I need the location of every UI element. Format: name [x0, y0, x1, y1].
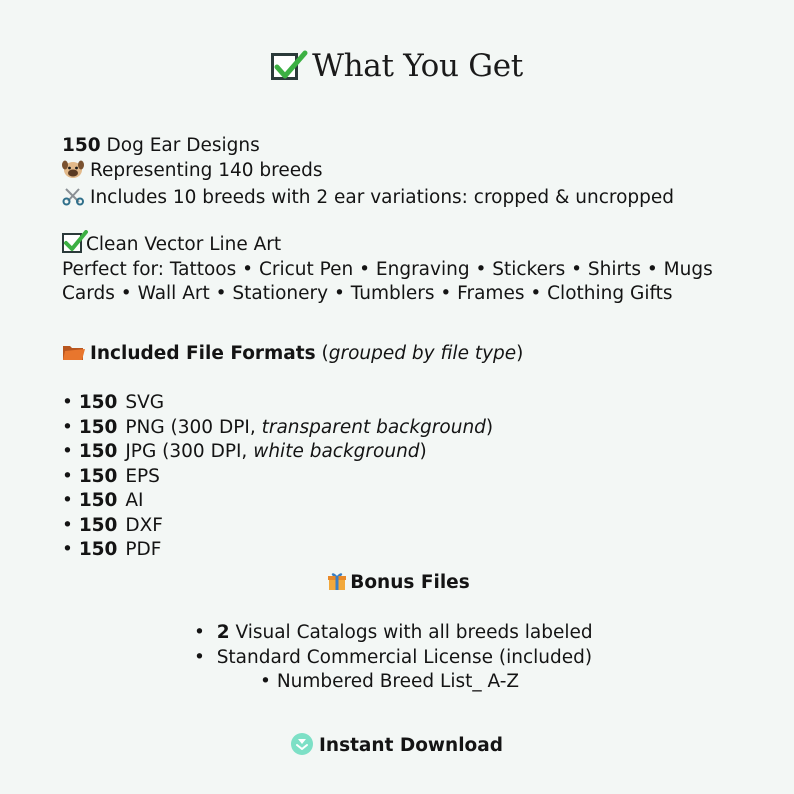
format-item: [62, 465, 493, 490]
format-count: 150: [78, 416, 118, 438]
gift-icon: [324, 571, 350, 599]
bonus-item: [194, 621, 593, 646]
format-item: [62, 514, 493, 539]
title-text: What You Get: [312, 48, 523, 84]
format-note: white background: [253, 441, 420, 462]
bullet: •: [62, 416, 73, 438]
variations-text: Includes 10 breeds with 2 ear variations: cropped & uncropped: [90, 187, 675, 208]
format-name: PNG: [125, 416, 165, 438]
bonus-text: Numbered Breed List_ A-Z: [276, 671, 520, 692]
designs-line: [62, 134, 674, 159]
format-post: ): [485, 416, 494, 438]
bonus-heading-text: Bonus Files: [350, 572, 470, 593]
check-box-icon: [62, 233, 82, 253]
dog-face-icon: [62, 159, 90, 187]
bonus-item: [194, 646, 593, 671]
format-name: SVG: [125, 392, 165, 413]
designs-count: 150: [62, 135, 101, 156]
format-name: AI: [125, 490, 144, 511]
format-item: [62, 538, 493, 563]
format-count: 150: [78, 539, 118, 560]
download-label: [0, 733, 794, 759]
format-name: DXF: [125, 514, 163, 536]
vector-section: [62, 233, 713, 307]
page-title: [0, 48, 794, 84]
format-name: PDF: [125, 539, 162, 560]
formats-note: grouped by file type: [328, 343, 517, 364]
bullet: •: [62, 441, 73, 462]
bonus-text: Visual Catalogs with all breeds labeled: [235, 622, 593, 643]
bonus-item: [260, 670, 519, 695]
formats-close-paren: ): [516, 343, 524, 364]
vector-heading-text: Clean Vector Line Art: [86, 234, 282, 255]
breeds-text: Representing 140 breeds: [90, 159, 323, 181]
formats-list: [62, 391, 493, 563]
formats-open-paren: (: [315, 343, 329, 364]
vector-heading: [62, 233, 713, 258]
breeds-line: [62, 159, 674, 187]
bonus-count: 2: [216, 622, 230, 643]
bonus-list: [194, 621, 593, 670]
designs-section: [62, 134, 674, 214]
designs-label: Dog Ear Designs: [106, 135, 260, 156]
format-count: 150: [78, 465, 118, 487]
scissors-icon: [62, 186, 90, 214]
format-count: 150: [78, 490, 118, 511]
bullet: •: [62, 490, 73, 511]
bullet: •: [62, 392, 73, 413]
format-count: 150: [78, 441, 118, 462]
formats-heading: [62, 342, 523, 370]
folder-icon: [62, 342, 90, 370]
format-item: [62, 489, 493, 514]
bullet: •: [62, 539, 73, 560]
bonus-heading: [0, 571, 794, 599]
format-count: 150: [78, 514, 118, 536]
bullet: •: [194, 622, 205, 643]
uses-line-1: Perfect for: Tattoos • Cricut Pen • Engraving • Stickers • Shirts • Mugs: [62, 258, 713, 280]
format-post: ): [419, 441, 427, 462]
format-name: EPS: [125, 465, 160, 487]
format-item: [62, 391, 493, 416]
format-note: transparent background: [261, 416, 486, 438]
bullet: •: [62, 465, 73, 487]
format-item: [62, 440, 493, 465]
uses-line-2: Cards • Wall Art • Stationery • Tumblers • Frames • Clothing Gifts: [62, 283, 673, 304]
format-pre: (300 DPI,: [164, 416, 262, 438]
bullet: •: [194, 646, 205, 668]
format-item: [62, 416, 493, 441]
download-text: Instant Download: [319, 735, 503, 756]
bonus-text: Standard Commercial License (included): [216, 646, 593, 668]
download-circle-icon: [291, 733, 313, 755]
format-name: JPG: [125, 441, 157, 462]
check-box-icon: [271, 53, 298, 80]
formats-heading-text: Included File Formats: [90, 343, 316, 364]
format-count: 150: [78, 392, 118, 413]
bullet: •: [62, 514, 73, 536]
variations-line: [62, 186, 674, 214]
bullet: •: [260, 671, 271, 692]
format-pre: (300 DPI,: [156, 441, 254, 462]
